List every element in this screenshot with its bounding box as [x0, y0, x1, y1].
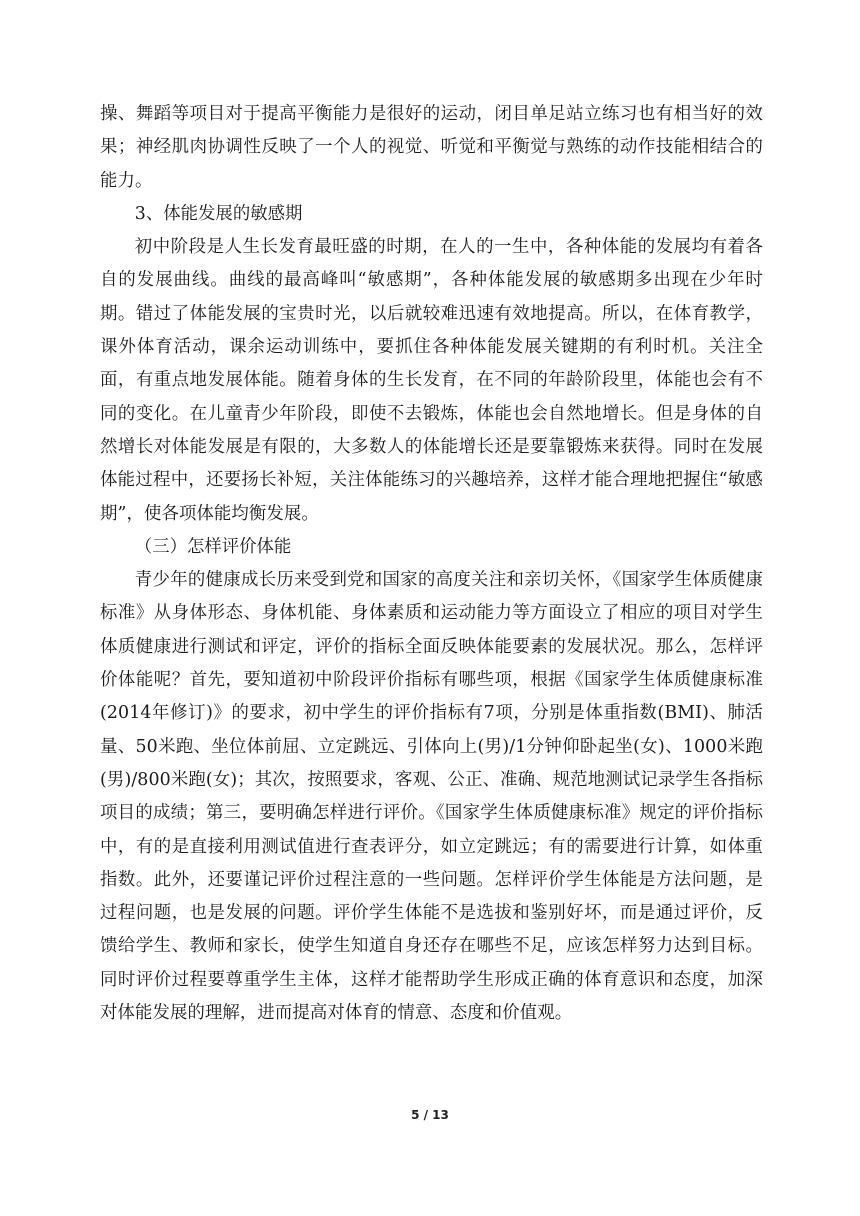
paragraph-sensitive-period: 初中阶段是人生长发育最旺盛的时期，在人的一生中，各种体能的发展均有着各自的发展曲线。曲线的最高峰叫“敏感期”，各种体能发展的敏感期多出现在少年时期。错过了体能发展的宝贵时光，以后就较难迅速有效地提高。所以，在体育教学，课外体育活动，课余运动训练中，要抓住各种体能发展关键期的有利时机。关注全面，有重点地发展体能。随着身体的生长发育，在不同的年龄阶段里，体能也会有不同的变化。在儿童青少年阶段，即使不去锻炼，体能也会自然地增长。但是身体的自然增长对体能发展是有限的，大多数人的体能增长还是要靠锻炼来获得。同时在发展体能过程中，还要扬长补短，关注体能练习的兴趣培养，这样才能合理地把握住“敏感期”，使各项体能均衡发展。 [100, 237, 763, 524]
page-number: 5 / 13 [411, 1108, 449, 1122]
section-heading-evaluate-fitness: （三）怎样评价体能 [134, 536, 292, 557]
document-body [100, 98, 763, 1030]
section-heading-sensitive-period: 3、体能发展的敏感期 [134, 203, 303, 224]
paragraph-evaluate-fitness: 青少年的健康成长历来受到党和国家的高度关注和亲切关怀，《国家学生体质健康标准》从身体形态、身体机能、身体素质和运动能力等方面设立了相应的项目对学生体质健康进行测试和评定，评价的指标全面反映体能要素的发展状况。那么，怎样评价体能呢？首先，要知道初中阶段评价指标有哪些项，根据《国家学生体质健康标准(2014年修订)》的要求，初中学生的评价指标有7项，分别是体重指数(BMI)、肺活量、50米跑、坐位体前屈、立定跳远、引体向上(男)/1分钟仰卧起坐(女)、1000米跑(男)/800米跑(女)；其次，按照要求，客观、公正、准确、规范地测试记录学生各指标项目的成绩；第三，要明确怎样进行评价。《国家学生体质健康标准》规定的评价指标中，有的是直接利用测试值进行查表评分，如立定跳远；有的需要进行计算，如体重指数。此外，还要谨记评价过程注意的一些问题。怎样评价学生体能是方法问题，是过程问题，也是发展的问题。评价学生体能不是选拔和鉴别好坏，而是通过评价，反馈给学生、教师和家长，使学生知道自身还存在哪些不足，应该怎样努力达到目标。同时评价过程要尊重学生主体，这样才能帮助学生形成正确的体育意识和态度，加深对体能发展的理解，进而提高对体育的情意、态度和价值观。 [100, 570, 763, 1024]
paragraph-continued: 操、舞蹈等项目对于提高平衡能力是很好的运动，闭目单足站立练习也有相当好的效果；神经肌肉协调性反映了一个人的视觉、听觉和平衡觉与熟练的动作技能相结合的能力。 [100, 104, 763, 191]
